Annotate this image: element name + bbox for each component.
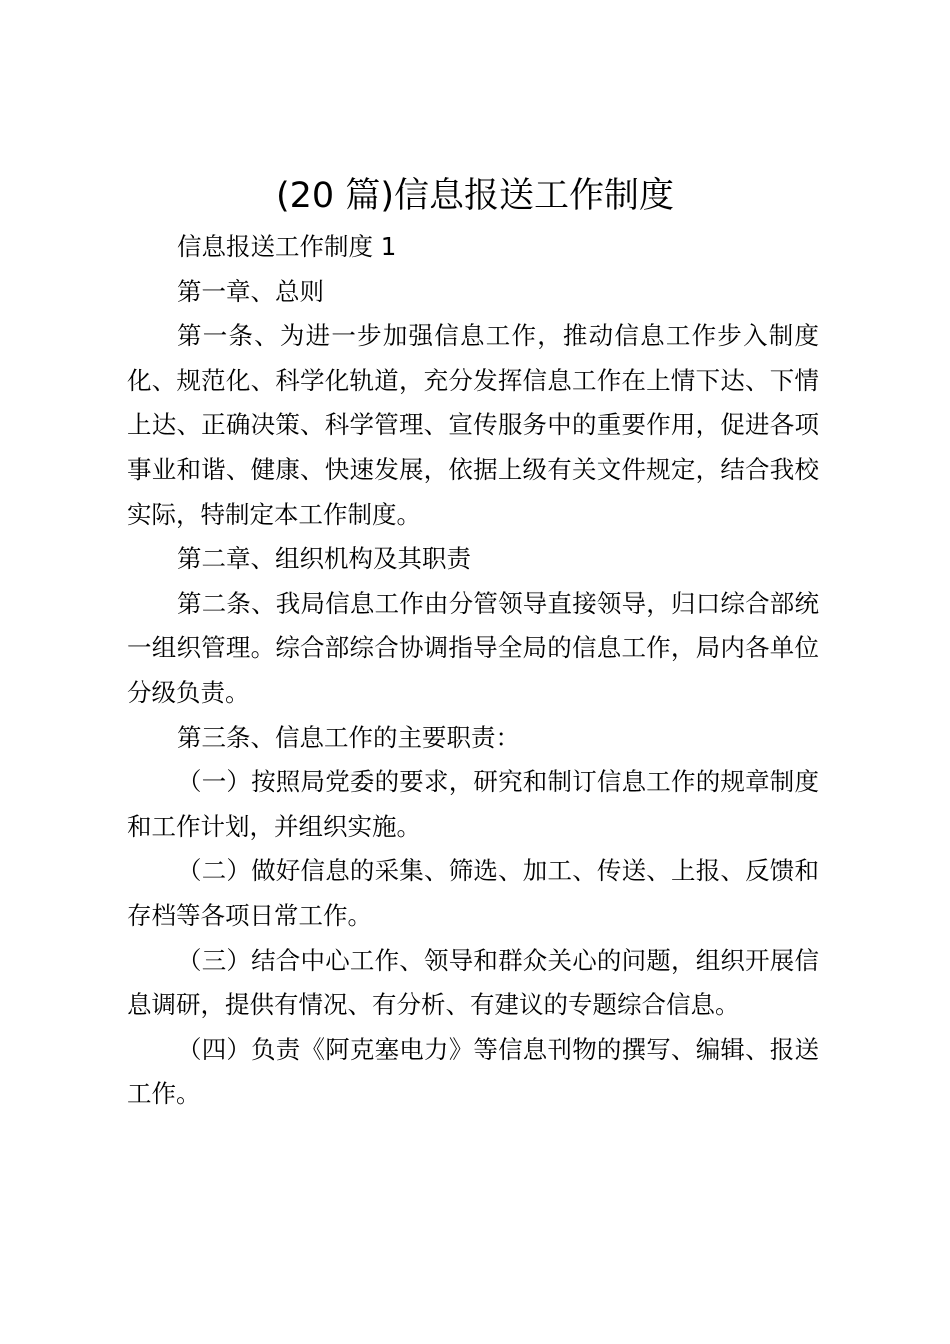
document-title: (20 篇)信息报送工作制度 bbox=[276, 176, 674, 216]
chapter-heading: 第一章、总则 bbox=[177, 276, 324, 306]
document-body bbox=[127, 225, 819, 1117]
list-item-paragraph: （三）结合中心工作、领导和群众关心的问题，组织开展信息调研，提供有情况、有分析、有建议的专题综合信息。 bbox=[127, 945, 819, 1020]
list-item-paragraph: （一）按照局党委的要求，研究和制订信息工作的规章制度和工作计划，并组织实施。 bbox=[127, 767, 819, 841]
subtitle-paragraph: 信息报送工作制度 1 bbox=[177, 232, 397, 261]
list-item-paragraph: （四）负责《阿克塞电力》等信息刊物的撰写、编辑、报送工作。 bbox=[127, 1034, 819, 1109]
article-paragraph: 第二条、我局信息工作由分管领导直接领导，归口综合部统一组织管理。综合部综合协调指导全局的信息工作，局内各单位分级负责。 bbox=[127, 588, 819, 707]
article-paragraph: 第三条、信息工作的主要职责： bbox=[177, 722, 520, 752]
list-item-paragraph: （二）做好信息的采集、筛选、加工、传送、上报、反馈和存档等各项日常工作。 bbox=[127, 856, 819, 930]
chapter-heading: 第二章、组织机构及其职责 bbox=[177, 544, 471, 574]
article-paragraph: 第一条、为进一步加强信息工作，推动信息工作步入制度化、规范化、科学化轨道，充分发挥信息工作在上情下达、下情上达、正确决策、科学管理、宣传服务中的重要作用，促进各项事业和谐、健康、快速发展，依据上级有关文件规定，结合我校实际，特制定本工作制度。 bbox=[127, 321, 819, 529]
